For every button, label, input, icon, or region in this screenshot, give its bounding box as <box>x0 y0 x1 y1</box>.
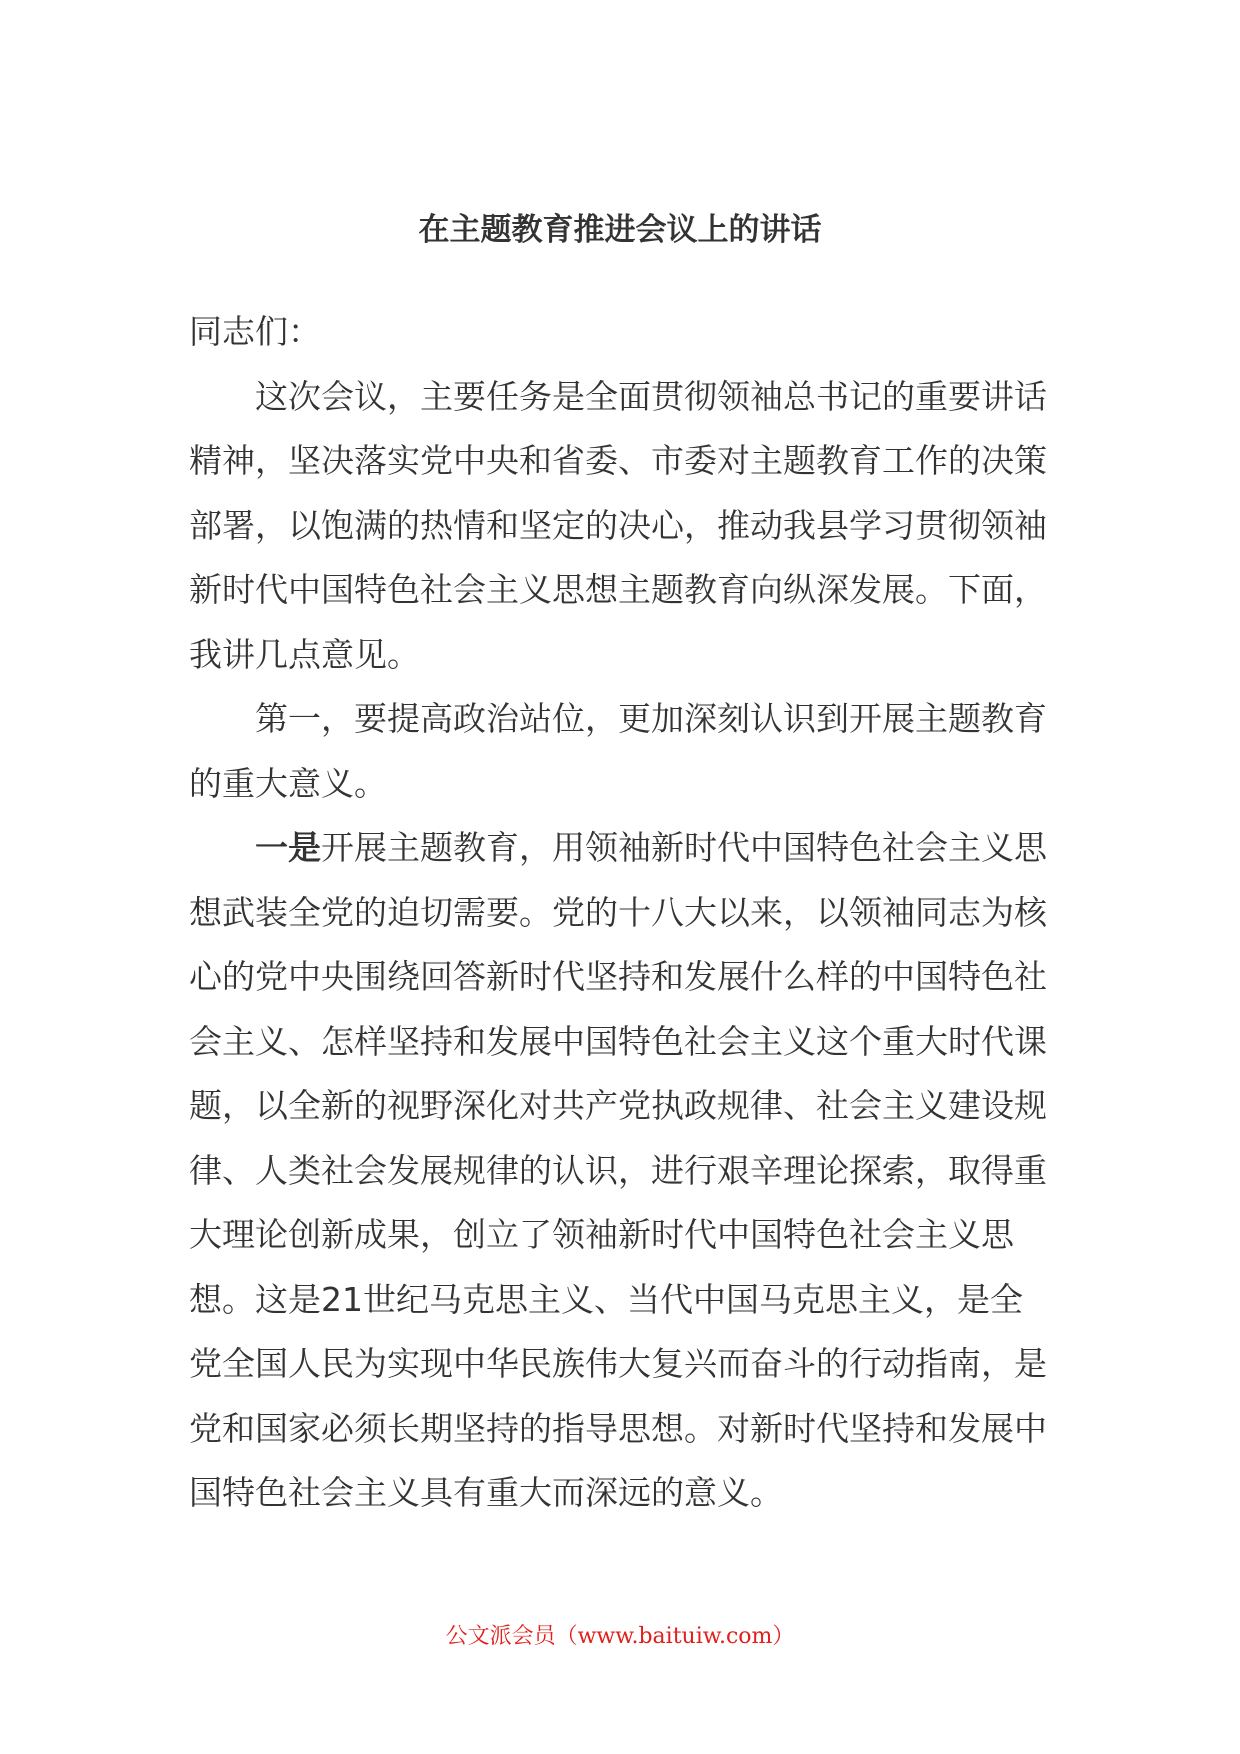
paragraph-intro <box>189 365 1049 688</box>
paragraph-point-one <box>189 816 1049 1526</box>
paragraph-section-one <box>189 687 1049 816</box>
document-body <box>189 300 1049 1526</box>
paragraph-lead: 一是 <box>255 828 321 867</box>
salutation: 同志们： <box>189 312 321 351</box>
footer-watermark: 公文派会员（www.baituiw.com） <box>445 1624 795 1649</box>
document-title: 在主题教育推进会议上的讲话 <box>418 212 822 248</box>
paragraph-text: 第一，要提高政治站位，更加深刻认识到开展主题教育的重大意义。 <box>189 699 1047 803</box>
paragraph-text: 开展主题教育，用领袖新时代中国特色社会主义思想武装全党的迫切需要。党的十八大以来，以领袖同志为核心的党中央围绕回答新时代坚持和发展什么样的中国特色社会主义、怎样坚持和发展中国特色社会主义这个重大时代课题，以全新的视野深化对共产党执政规律、社会主义建设规律、人类社会发展规律的认识，进行艰辛理论探索，取得重大理论创新成果，创立了领袖新时代中国特色社会主义思想。这是21世纪马克思主义、当代中国马克思主义，是全党全国人民为实现中华民族伟大复兴而奋斗的行动指南，是党和国家必须长期坚持的指导思想。对新时代坚持和发展中国特色社会主义具有重大而深远的意义。 <box>189 828 1047 1512</box>
paragraph-text: 这次会议，主要任务是全面贯彻领袖总书记的重要讲话精神，坚决落实党中央和省委、市委对主题教育工作的决策部署，以饱满的热情和坚定的决心，推动我县学习贯彻领袖新时代中国特色社会主义思想主题教育向纵深发展。下面，我讲几点意见。 <box>189 376 1047 674</box>
